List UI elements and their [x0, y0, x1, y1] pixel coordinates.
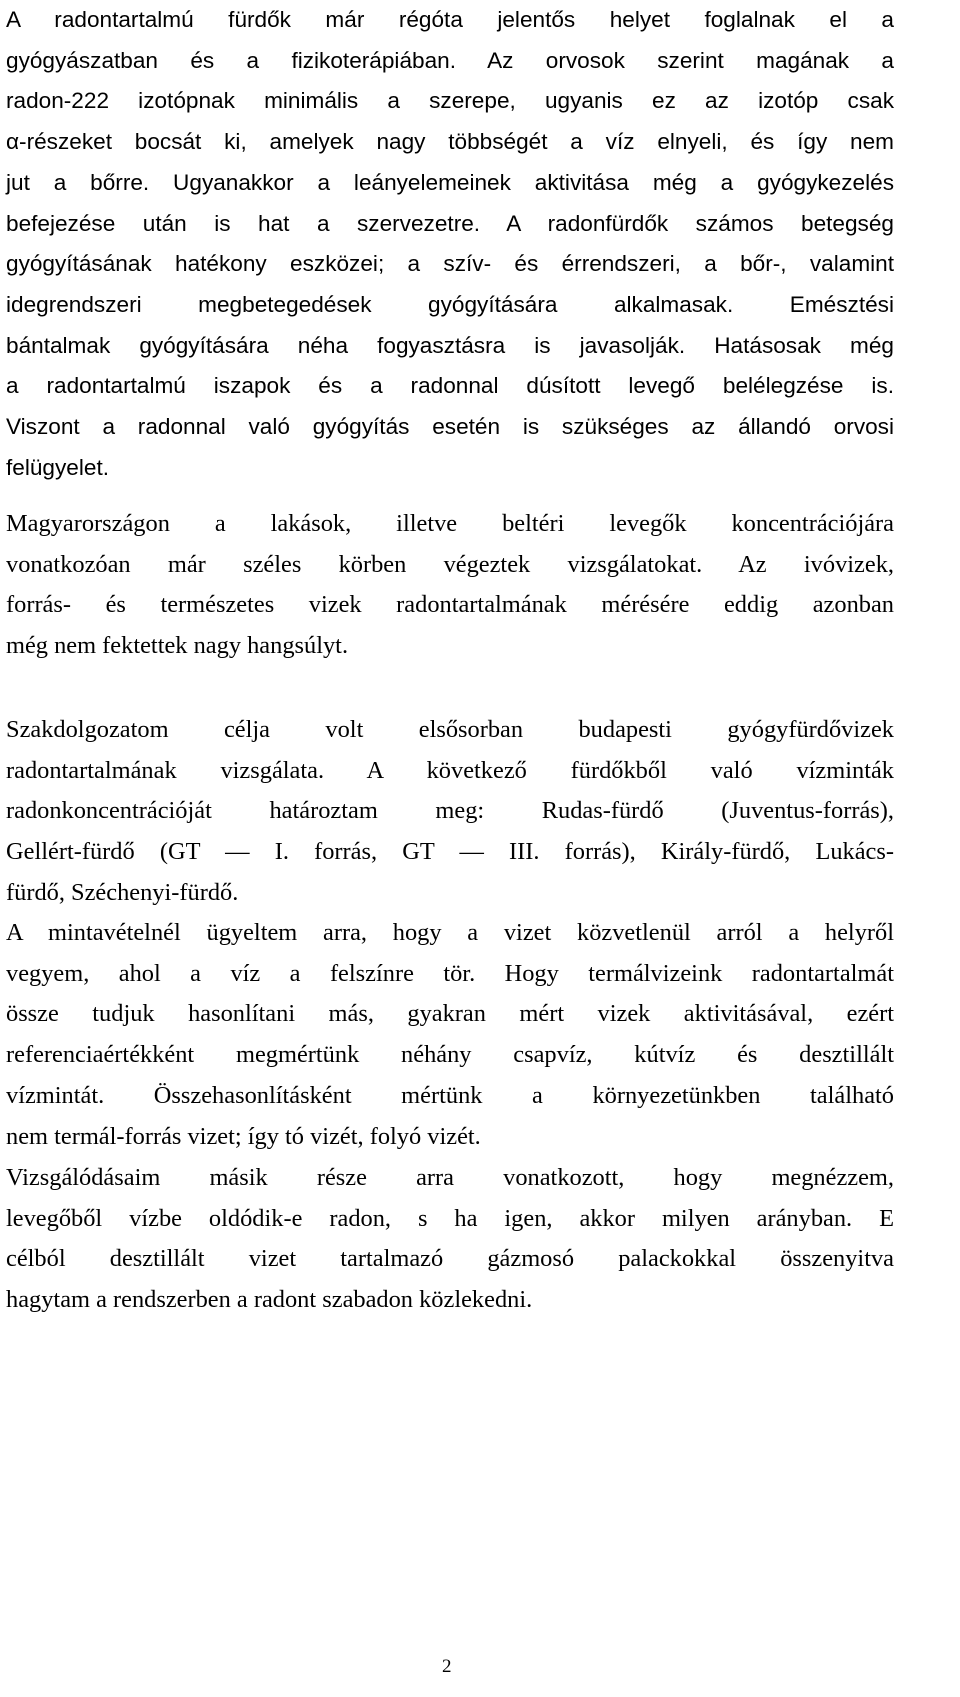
text-line: vegyem, ahol a víz a felszínre tör. Hogy termálvizeink radontartalmát [6, 959, 894, 987]
text-line: hagytam a rendszerben a radont szabadon közlekedni. [6, 1286, 533, 1314]
text-line: A mintavételnél ügyeltem arra, hogy a vizet közvetlenül arról a helyről [6, 919, 894, 946]
text-line: radontartalmának vizsgálata. A következő fürdőkből való vízminták [6, 756, 894, 784]
text-line: Viszont a radonnal való gyógyítás esetén is szükséges az állandó orvosi [6, 414, 894, 439]
text-line: Vizsgálódásaim másik része arra vonatkozott, hogy megnézzem, [6, 1164, 894, 1191]
text-line: Magyarországon a lakások, illetve beltéri levegők koncentrációjára [6, 510, 894, 537]
text-line: A radontartalmú fürdők már régóta jelentős helyet foglalnak el a [6, 7, 894, 32]
text-line: felügyelet. [6, 454, 109, 480]
text-line: referenciaértékként megmértünk néhány csapvíz, kútvíz és desztillált [6, 1041, 894, 1069]
text-line: célból desztillált vizet tartalmazó gázmosó palackokkal összenyitva [6, 1245, 894, 1273]
text-line: fürdő, Széchenyi-fürdő. [6, 878, 239, 906]
text-line: Gellért-fürdő (GT — I. forrás, GT — III. forrás), Király-fürdő, Lukács- [6, 838, 894, 866]
text-line: idegrendszeri megbetegedések gyógyítására alkalmasak. Emésztési [6, 291, 894, 317]
text-line: vonatkozóan már széles körben végeztek vizsgálatokat. Az ivóvizek, [6, 550, 894, 578]
text-line: a radontartalmú iszapok és a radonnal dúsított levegő belélegzése is. [6, 373, 894, 399]
text-line: radonkoncentrációját határoztam meg: Rudas-fürdő (Juventus-forrás), [6, 797, 894, 825]
text-line: bántalmak gyógyítására néha fogyasztásra is javasolják. Hatásosak még [6, 332, 894, 358]
text-line: befejezése után is hat a szervezetre. A radonfürdők számos betegség [6, 210, 894, 236]
text-line: α-részeket bocsát ki, amelyek nagy többségét a víz elnyeli, és így nem [6, 129, 894, 155]
text-line: Szakdolgozatom célja volt elsősorban budapesti gyógyfürdővizek [6, 716, 894, 743]
text-line: össze tudjuk hasonlítani más, gyakran mért vizek aktivitásával, ezért [6, 1000, 894, 1028]
text-line: vízmintát. Összehasonlításként mértünk a környezetünkben található [6, 1081, 894, 1109]
text-line: jut a bőrre. Ugyanakkor a leányelemeinek aktivitása még a gyógykezelés [6, 169, 894, 195]
text-line: levegőből vízbe oldódik-e radon, s ha igen, akkor milyen arányban. E [6, 1204, 894, 1232]
text-line: nem termál-forrás vizet; így tó vizét, folyó vizét. [6, 1122, 481, 1150]
text-line: radon-222 izotópnak minimális a szerepe, ugyanis ez az izotóp csak [6, 88, 894, 114]
text-line: gyógyításának hatékony eszközei; a szív- és érrendszeri, a bőr-, valamint [6, 251, 894, 277]
page-number: 2 [442, 1656, 452, 1677]
text-line: még nem fektettek nagy hangsúlyt. [6, 632, 349, 660]
text-line: forrás- és természetes vizek radontartalmának mérésére eddig azonban [6, 591, 894, 619]
text-line: gyógyászatban és a fizikoterápiában. Az orvosok szerint magának a [6, 47, 894, 73]
